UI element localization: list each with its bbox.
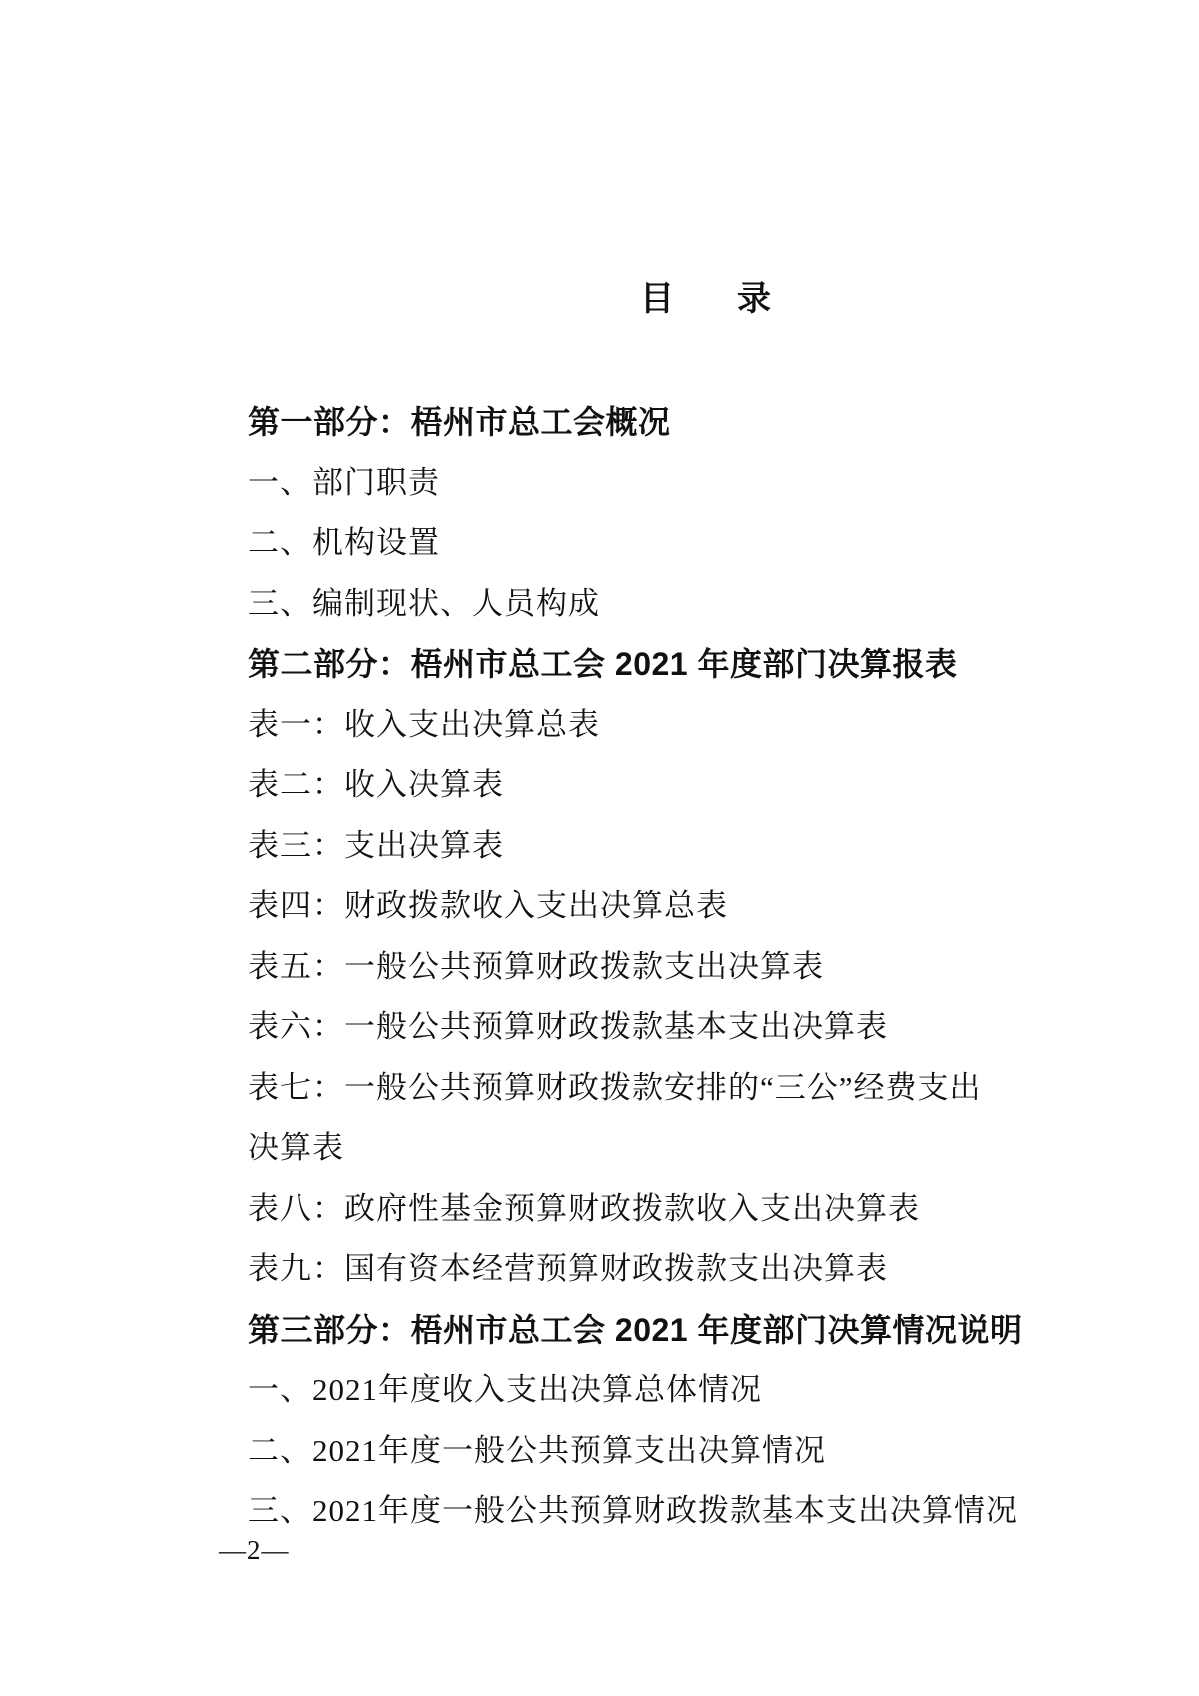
toc-entry: 二、机构设置 — [248, 525, 440, 560]
toc-section-heading: 第一部分：梧州市总工会概况 — [248, 404, 671, 440]
table-of-contents — [248, 392, 1108, 1542]
toc-entry: 表三：支出决算表 — [248, 827, 504, 863]
toc-entry: 表一：收入支出决算总表 — [248, 706, 600, 742]
document-title-char: 录 — [737, 280, 771, 318]
toc-section-heading: 第三部分：梧州市总工会 2021 年度部门决算情况说明 — [248, 1311, 1023, 1348]
toc-entry: 一、2021年度收入支出决算总体情况 — [248, 1372, 762, 1407]
toc-entry-continuation: 决算表 — [248, 1130, 344, 1165]
toc-entry: 表六：一般公共预算财政拨款基本支出决算表 — [248, 1009, 888, 1044]
toc-section-heading: 第二部分：梧州市总工会 2021 年度部门决算报表 — [248, 646, 958, 682]
toc-entry: 一、部门职责 — [248, 464, 440, 500]
document-title-char: 目 — [640, 280, 674, 318]
toc-entry: 三、2021年度一般公共预算财政拨款基本支出决算情况 — [248, 1493, 1018, 1528]
toc-entry: 表四：财政拨款收入支出决算总表 — [248, 888, 728, 923]
toc-entry: 表五：一般公共预算财政拨款支出决算表 — [248, 948, 824, 984]
document-title — [640, 278, 771, 320]
toc-entry: 表九：国有资本经营预算财政拨款支出决算表 — [248, 1251, 888, 1286]
toc-entry: 表八：政府性基金预算财政拨款收入支出决算表 — [248, 1190, 920, 1226]
toc-entry: 三、编制现状、人员构成 — [248, 585, 600, 621]
toc-entry: 表七：一般公共预算财政拨款安排的“三公”经费支出 — [248, 1069, 982, 1105]
toc-entry: 二、2021年度一般公共预算支出决算情况 — [248, 1432, 826, 1468]
toc-entry: 表二：收入决算表 — [248, 767, 504, 802]
page-number: —2— — [219, 1535, 290, 1565]
